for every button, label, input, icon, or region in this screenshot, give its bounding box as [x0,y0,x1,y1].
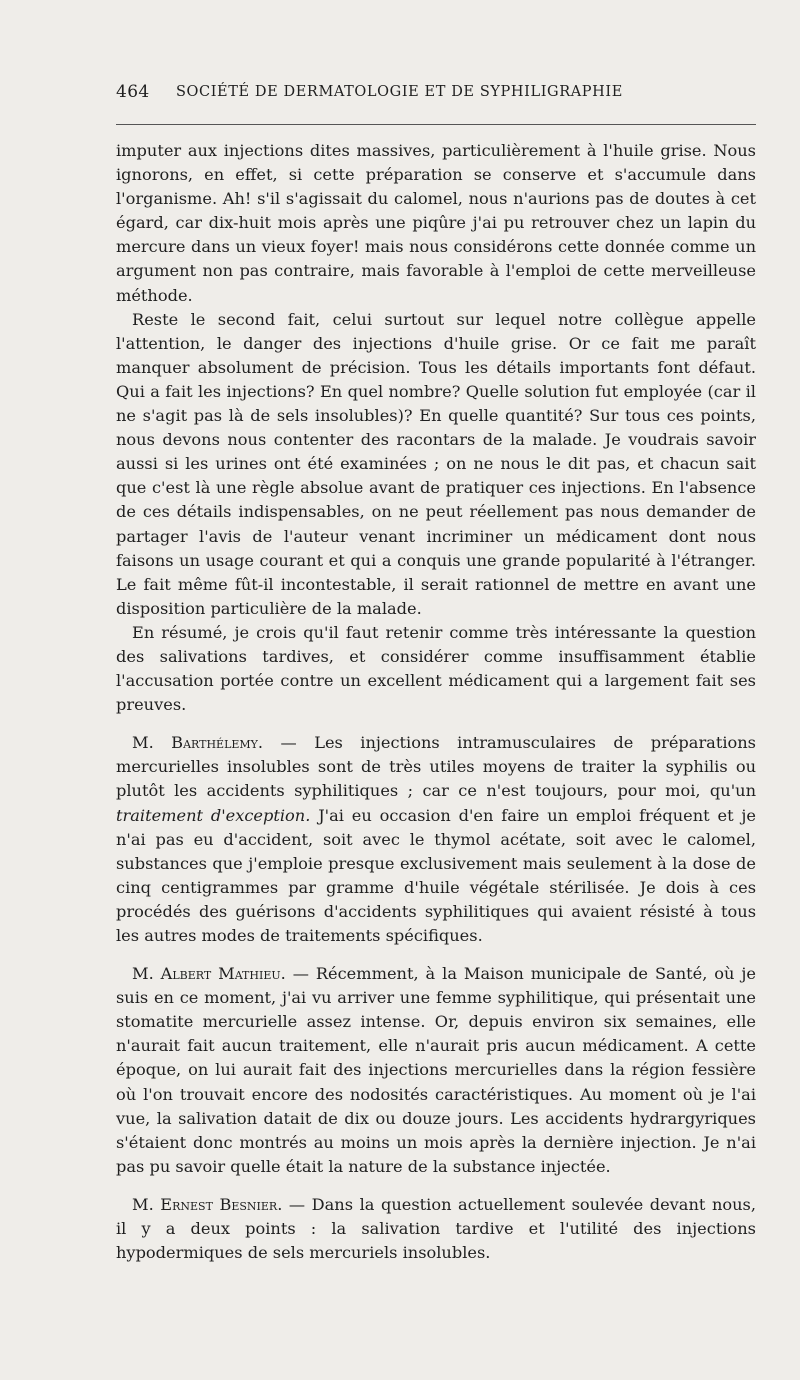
page-number: 464 [116,82,150,102]
header-rule [116,124,756,125]
paragraph-besnier [116,1193,756,1265]
paragraph-text: J'ai eu occasion d'en faire un emploi fréquent et je n'ai pas eu d'accident, soit avec le thymol acétate, soit avec le calomel, substances que j'emploie presque exclusivement mais seulement à la dose de cinq centigrammes par gramme d'huile végétale stérilisée. Je dois à ces procédés des guérisons d'accidents syphilitiques qui avaient résisté à tous les autres modes de traitements spécifiques. [116,805,756,945]
page-body [116,139,756,1265]
speaker-name: M. Albert Mathieu. [132,964,286,984]
paragraph-1: imputer aux injections dites massives, particulièrement à l'huile grise. Nous ignorons, en effet, si cette préparation se conserve et s'accumule dans l'organisme. Ah! s'il s'agissait du calomel, nous n'aurions pas de doutes à cet égard, car dix-huit mois après une piqûre j'ai pu retrouver chez un lapin du mercure dans un vieux foyer! mais nous considérons cette donnée comme un argument non pas contraire, mais favorable à l'emploi de cette merveilleuse méthode. [116,141,756,305]
paragraph-text: — Les injections intramusculaires de préparations mercurielles insolubles sont de très utiles moyens de traiter la syphilis ou plutôt les accidents syphilitiques ; car ce n'est toujours, pour moi, qu'un [116,733,756,801]
paragraph-2: Reste le second fait, celui surtout sur lequel notre collègue appelle l'attention, le danger des injections d'huile grise. Or ce fait me paraît manquer absolument de précision. Tous les détails importants font défaut. Qui a fait les injections? En quel nombre? Quelle solution fut employée (car il ne s'agit pas là de sels insolubles)? En quelle quantité? Sur tous ces points, nous devons nous contenter des racontars de la malade. Je voudrais savoir aussi si les urines ont été examinées ; on ne nous le dit pas, et chacun sait que c'est là une règle absolue avant de pratiquer ces injections. En l'absence de ces détails indispensables, on ne peut réellement pas nous demander de partager l'avis de l'auteur venant incriminer un médicament dont nous faisons un usage courant et qui a conquis une grande popularité à l'étranger. Le fait même fût-il incontestable, il serait rationnel de mettre en avant une disposition particulière de la malade. [116,309,756,618]
paragraph-3: En résumé, je crois qu'il faut retenir comme très intéressante la question des salivations tardives, et considérer comme insuffisamment établie l'accusation portée contre un excellent médicament qui a largement fait ses preuves. [116,622,756,715]
running-head: SOCIÉTÉ DE DERMATOLOGIE ET DE SYPHILIGRAPHIE [176,84,623,100]
paragraph-barthelemy [116,731,756,948]
italic-phrase: traitement d'exception. [116,805,311,825]
speaker-name: M. Ernest Besnier. [132,1194,283,1214]
paragraph-text: — Dans la question actuellement soulevée devant nous, il y a deux points : la salivation tardive et l'utilité des injections hypodermiques de sels mercuriels insolubles. [116,1194,756,1263]
paragraph-mathieu [116,962,756,1179]
speaker-name: M. Barthélemy. [132,733,264,753]
paragraph-text: — Récemment, à la Maison municipale de Santé, où je suis en ce moment, j'ai vu arriver une femme syphilitique, qui présentait une stomatite mercurielle assez intense. Or, depuis environ six semaines, elle n'aurait fait aucun traitement, elle n'aurait pris aucun médicament. A cette époque, on lui aurait fait des injections mercurielles dans la région fessière où l'on trouvait encore des nodosités caractéristiques. Au moment où je l'ai vue, la salivation datait de dix ou douze jours. Les accidents hydrargyriques s'étaient donc montrés au moins un mois après la dernière injection. Je n'ai pas pu savoir quelle était la nature de la substance injectée. [116,964,756,1176]
